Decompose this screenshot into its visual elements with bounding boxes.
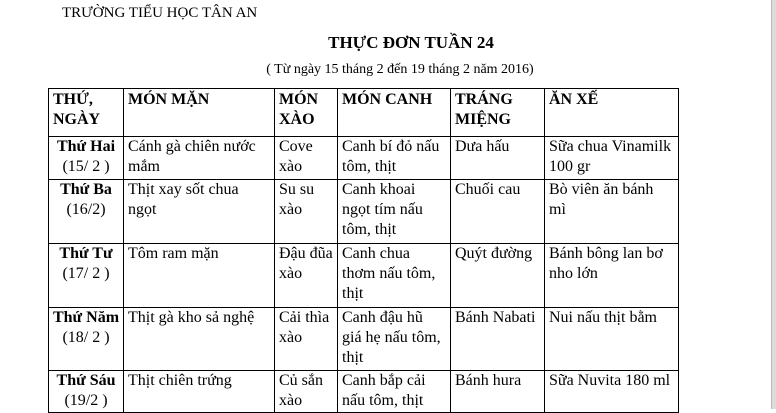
table-row [49, 371, 679, 413]
soup-cell: Canh chua thơm nấu tôm, thịt [338, 244, 451, 308]
header-snack: ĂN XẾ [545, 89, 679, 137]
day-date: (18/ 2 ) [62, 329, 110, 346]
soup-cell: Canh bắp cải nấu tôm, thịt [338, 371, 451, 413]
header-row [49, 89, 679, 137]
day-name: Thứ Ba [60, 181, 112, 198]
table-row [49, 244, 679, 308]
stir-fry-cell: Cải thìa xào [275, 308, 338, 371]
day-name: Thứ Năm [52, 309, 120, 326]
main-dish-cell: Tôm ram mặn [124, 244, 275, 308]
day-name: Thứ Hai [56, 138, 116, 155]
school-name: TRƯỜNG TIỂU HỌC TÂN AN [62, 5, 258, 21]
soup-cell: Canh bí đỏ nấu tôm, thịt [338, 137, 451, 180]
day-date: (19/2 ) [64, 392, 108, 409]
header-stir-fry: MÓN XÀO [275, 89, 338, 137]
day-date: (16/2) [66, 201, 106, 218]
stir-fry-cell: Đậu đũa xào [275, 244, 338, 308]
day-cell [49, 244, 124, 308]
day-cell [49, 308, 124, 371]
menu-date-range: ( Từ ngày 15 tháng 2 đến 19 tháng 2 năm 2016) [266, 62, 534, 77]
main-dish-cell: Cánh gà chiên nước mắm [124, 137, 275, 180]
stir-fry-cell: Su su xào [275, 180, 338, 244]
dessert-cell: Bánh Nabati [451, 308, 545, 371]
menu-title: THỰC ĐƠN TUẦN 24 [328, 33, 494, 52]
day-date: (15/ 2 ) [62, 158, 110, 175]
dessert-cell: Chuối cau [451, 180, 545, 244]
snack-cell: Bánh bông lan bơ nho lớn [545, 244, 679, 308]
dessert-cell: Bánh hura [451, 371, 545, 413]
day-name: Thứ Tư [59, 245, 113, 262]
snack-cell: Nui nấu thịt bằm [545, 308, 679, 371]
dessert-cell: Quýt đường [451, 244, 545, 308]
window-edge [771, 0, 776, 409]
dessert-cell: Dưa hấu [451, 137, 545, 180]
soup-cell: Canh khoai ngọt tím nấu tôm, thịt [338, 180, 451, 244]
weekly-menu-table [48, 88, 679, 413]
header-main-dish: MÓN MẶN [124, 89, 275, 137]
snack-cell: Sữa chua Vinamilk 100 gr [545, 137, 679, 180]
header-dessert: TRÁNG MIỆNG [451, 89, 545, 137]
day-cell [49, 371, 124, 413]
soup-cell: Canh đậu hũ giá hẹ nấu tôm, thịt [338, 308, 451, 371]
main-dish-cell: Thịt chiên trứng [124, 371, 275, 413]
day-date: (17/ 2 ) [62, 265, 110, 282]
table-row [49, 308, 679, 371]
main-dish-cell: Thịt xay sốt chua ngọt [124, 180, 275, 244]
stir-fry-cell: Củ sắn xào [275, 371, 338, 413]
day-cell [49, 137, 124, 180]
table-row [49, 137, 679, 180]
table-row [49, 180, 679, 244]
stir-fry-cell: Cove xào [275, 137, 338, 180]
snack-cell: Bò viên ăn bánh mì [545, 180, 679, 244]
main-dish-cell: Thịt gà kho sả nghệ [124, 308, 275, 371]
day-cell [49, 180, 124, 244]
header-soup: MÓN CANH [338, 89, 451, 137]
snack-cell: Sữa Nuvita 180 ml [545, 371, 679, 413]
header-day: THỨ, NGÀY [49, 89, 124, 137]
day-name: Thứ Sáu [56, 372, 116, 389]
